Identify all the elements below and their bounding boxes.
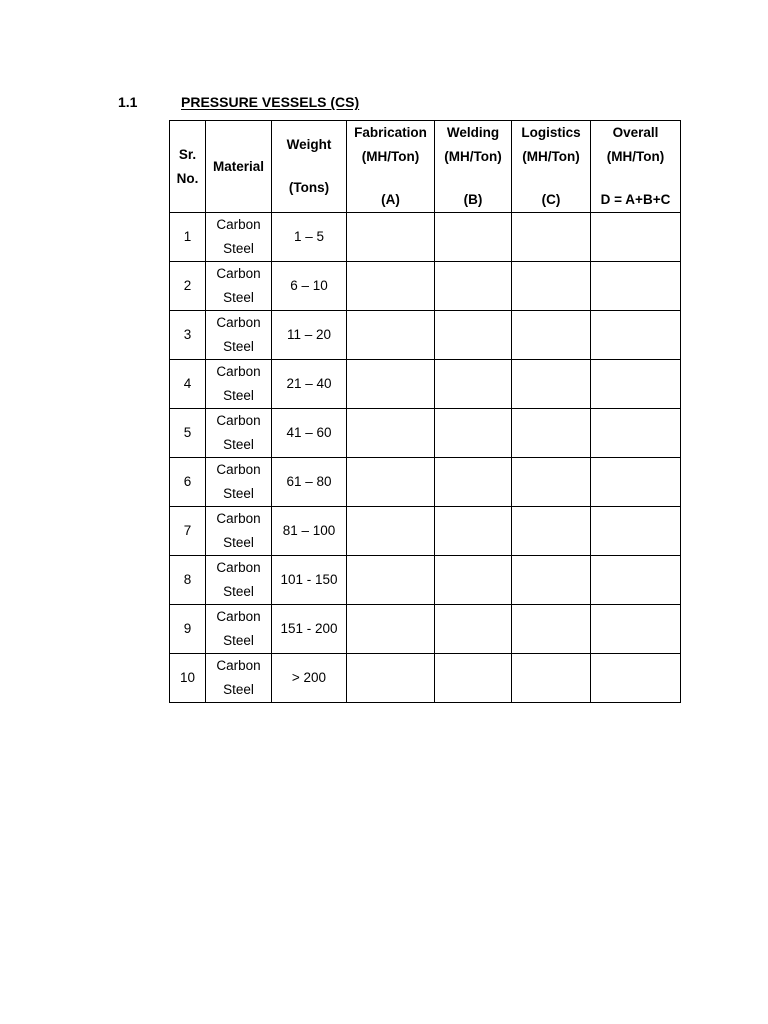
cell-material (206, 458, 272, 507)
cell-sr-no: 10 (170, 654, 206, 703)
cell-overall (591, 605, 681, 654)
cell-welding (435, 458, 512, 507)
cell-material-line-2: Steel (223, 339, 254, 354)
cell-material-line-1: Carbon (216, 413, 261, 428)
cell-weight: 41 – 60 (272, 409, 347, 458)
header-welding-line-3: (B) (463, 192, 483, 207)
cell-welding (435, 409, 512, 458)
table-row (170, 360, 681, 409)
cell-material (206, 213, 272, 262)
cell-sr-no: 2 (170, 262, 206, 311)
cell-overall (591, 654, 681, 703)
cell-material-line-1: Carbon (216, 609, 261, 624)
cell-overall (591, 311, 681, 360)
cell-sr-no: 7 (170, 507, 206, 556)
cell-material-line-1: Carbon (216, 364, 261, 379)
table-row (170, 654, 681, 703)
header-overall-gap (591, 169, 680, 188)
table-row (170, 507, 681, 556)
cell-material (206, 507, 272, 556)
header-sr-no (170, 121, 206, 213)
cell-material (206, 262, 272, 311)
cell-material (206, 311, 272, 360)
cell-fabrication (347, 458, 435, 507)
cell-overall (591, 360, 681, 409)
cell-sr-no: 3 (170, 311, 206, 360)
cell-overall (591, 507, 681, 556)
header-fabrication (347, 121, 435, 213)
cell-sr-no: 9 (170, 605, 206, 654)
cell-welding (435, 262, 512, 311)
cell-material-line-2: Steel (223, 290, 254, 305)
cell-material (206, 409, 272, 458)
table-row (170, 311, 681, 360)
cell-material-line-1: Carbon (216, 266, 261, 281)
header-logistics-line-3: (C) (541, 192, 561, 207)
cell-welding (435, 213, 512, 262)
cell-fabrication (347, 654, 435, 703)
cell-logistics (512, 262, 591, 311)
header-welding-line-1: Welding (446, 125, 500, 140)
header-sr-no-line-2: No. (176, 170, 199, 186)
cell-sr-no: 1 (170, 213, 206, 262)
table-row (170, 262, 681, 311)
header-weight-line-1: Weight (286, 137, 332, 152)
cell-weight: 11 – 20 (272, 311, 347, 360)
cell-material-line-1: Carbon (216, 462, 261, 477)
header-row (170, 121, 681, 213)
cell-logistics (512, 556, 591, 605)
cell-welding (435, 654, 512, 703)
cell-material-line-1: Carbon (216, 511, 261, 526)
pressure-vessels-table (169, 120, 681, 703)
section-number: 1.1 (118, 94, 138, 110)
cell-material-line-2: Steel (223, 682, 254, 697)
cell-material (206, 654, 272, 703)
cell-weight: 1 – 5 (272, 213, 347, 262)
cell-weight: 6 – 10 (272, 262, 347, 311)
cell-sr-no: 4 (170, 360, 206, 409)
cell-material (206, 556, 272, 605)
cell-fabrication (347, 556, 435, 605)
header-fabrication-line-3: (A) (381, 192, 400, 207)
cell-logistics (512, 507, 591, 556)
cell-material (206, 360, 272, 409)
cell-material-line-2: Steel (223, 584, 254, 599)
header-welding (435, 121, 512, 213)
cell-welding (435, 507, 512, 556)
cell-fabrication (347, 409, 435, 458)
cell-welding (435, 605, 512, 654)
cell-material-line-2: Steel (223, 241, 254, 256)
cell-overall (591, 262, 681, 311)
cell-logistics (512, 409, 591, 458)
header-material: Material (206, 121, 272, 213)
cell-material-line-2: Steel (223, 437, 254, 452)
cell-weight: 61 – 80 (272, 458, 347, 507)
header-fabrication-line-1: Fabrication (354, 125, 427, 140)
header-overall-line-3: D = A+B+C (600, 192, 671, 207)
cell-overall (591, 213, 681, 262)
table-row (170, 213, 681, 262)
cell-overall (591, 409, 681, 458)
header-logistics-gap (512, 169, 590, 188)
cell-weight: 101 - 150 (272, 556, 347, 605)
header-weight-line-2: (Tons) (288, 180, 330, 195)
cell-sr-no: 5 (170, 409, 206, 458)
cell-material-line-2: Steel (223, 535, 254, 550)
cell-material-line-1: Carbon (216, 560, 261, 575)
cell-fabrication (347, 507, 435, 556)
cell-logistics (512, 360, 591, 409)
cell-weight: 21 – 40 (272, 360, 347, 409)
cell-weight: 151 - 200 (272, 605, 347, 654)
header-overall (591, 121, 681, 213)
cell-logistics (512, 654, 591, 703)
cell-overall (591, 556, 681, 605)
header-logistics-line-2: (MH/Ton) (522, 149, 580, 164)
cell-welding (435, 556, 512, 605)
cell-material-line-2: Steel (223, 486, 254, 501)
header-weight-gap (272, 157, 346, 176)
cell-fabrication (347, 213, 435, 262)
table-row (170, 605, 681, 654)
cell-material (206, 605, 272, 654)
cell-material-line-2: Steel (223, 388, 254, 403)
header-overall-line-2: (MH/Ton) (606, 149, 665, 164)
cell-logistics (512, 605, 591, 654)
header-weight (272, 121, 347, 213)
header-logistics-line-1: Logistics (521, 125, 581, 140)
header-welding-gap (435, 169, 511, 188)
header-sr-no-line-1: Sr. (178, 146, 197, 162)
header-welding-line-2: (MH/Ton) (444, 149, 502, 164)
cell-material-line-1: Carbon (216, 658, 261, 673)
cell-welding (435, 360, 512, 409)
table-row (170, 409, 681, 458)
header-logistics (512, 121, 591, 213)
cell-material-line-1: Carbon (216, 217, 261, 232)
cell-sr-no: 8 (170, 556, 206, 605)
cell-material-line-2: Steel (223, 633, 254, 648)
cell-fabrication (347, 360, 435, 409)
cell-fabrication (347, 311, 435, 360)
cell-welding (435, 311, 512, 360)
table-row (170, 458, 681, 507)
cell-fabrication (347, 262, 435, 311)
cell-sr-no: 6 (170, 458, 206, 507)
header-overall-line-1: Overall (612, 125, 659, 140)
header-fabrication-line-2: (MH/Ton) (361, 149, 420, 164)
table-row (170, 556, 681, 605)
cell-material-line-1: Carbon (216, 315, 261, 330)
cell-logistics (512, 458, 591, 507)
cell-logistics (512, 213, 591, 262)
header-fabrication-gap (347, 169, 434, 188)
cell-fabrication (347, 605, 435, 654)
cell-logistics (512, 311, 591, 360)
cell-overall (591, 458, 681, 507)
cell-weight: > 200 (272, 654, 347, 703)
section-title: PRESSURE VESSELS (CS) (181, 94, 360, 110)
cell-weight: 81 – 100 (272, 507, 347, 556)
